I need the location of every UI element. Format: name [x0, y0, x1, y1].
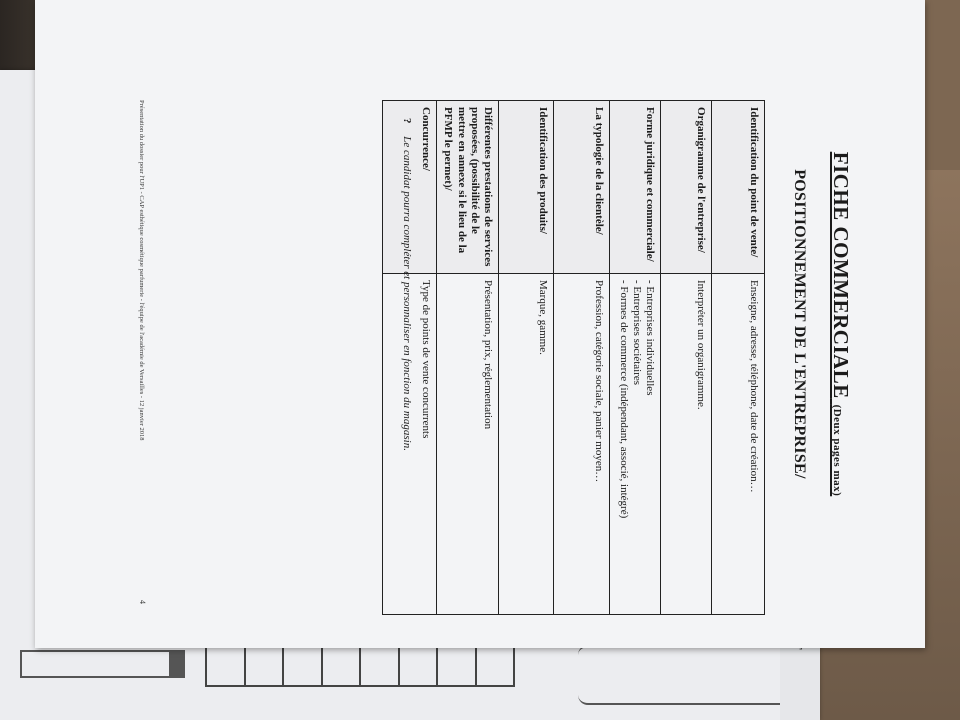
underlying-sheet-bar	[20, 650, 185, 678]
row-description	[499, 274, 554, 615]
underlying-grid-cell	[438, 647, 477, 685]
row-label: Identification des produits/	[499, 101, 554, 274]
description-line: Interpréter un organigramme.	[695, 280, 707, 410]
row-label: Forme juridique et commerciale/	[610, 101, 661, 274]
description-line: Marque, gamme.	[537, 280, 549, 355]
description-line: Présentation, prix, réglementation	[482, 280, 494, 430]
page-number: 4	[138, 600, 147, 604]
underlying-grid-cell	[323, 647, 362, 685]
page-content	[35, 0, 925, 648]
underlying-grid-cell	[400, 647, 439, 685]
positioning-table	[382, 100, 765, 615]
page-footer: Présentation du dossier pour l'UP1 - CAP esthétique cosmétique parfumerie - l'équipe de l'académie de Versailles - 12 janvier 2018	[138, 100, 145, 441]
underlying-grid-cell	[284, 647, 323, 685]
table-row	[661, 101, 712, 615]
row-label: Identification du point de vente/	[712, 101, 765, 274]
row-label: Concurrence/	[383, 101, 437, 274]
table-row	[499, 101, 554, 615]
page-title-note: (Deux pages max)	[831, 404, 843, 497]
underlying-grid-cell	[477, 647, 514, 685]
underlying-sheet-grid	[205, 645, 515, 687]
underlying-sheet-box	[578, 645, 798, 705]
description-line: - Entreprises sociétaires	[630, 280, 643, 386]
description-line: - Entreprises individuelles	[644, 280, 656, 396]
description-line: Type de points de vente concurrents	[420, 280, 433, 439]
page-title	[828, 0, 853, 648]
underlying-grid-cell	[207, 647, 246, 685]
document-page	[35, 0, 925, 648]
row-description	[610, 274, 661, 615]
description-line: Enseigne, adresse, téléphone, date de création…	[748, 280, 760, 493]
table-row	[437, 101, 499, 615]
table-row	[610, 101, 661, 615]
description-line: - Formes de commerce (indépendant, associé, intégré)	[617, 280, 630, 519]
row-label: Différentes prestations de services proposées, (possibilité de le mettre en annexe si le lieu de la PFMP le permet)/	[437, 101, 499, 274]
description-line: Profession, catégorie sociale, panier moyen…	[593, 280, 605, 483]
row-description	[437, 274, 499, 615]
row-label: Organigramme de l'entreprise/	[661, 101, 712, 274]
note-symbol: ?	[401, 118, 413, 124]
row-description	[554, 274, 610, 615]
page-title-text: FICHE COMMERCIALE	[829, 151, 853, 399]
section-subtitle: POSITIONNEMENT DE L'ENTREPRISE/	[791, 169, 808, 479]
table-row	[712, 101, 765, 615]
row-label: La typologie de la clientèle/	[554, 101, 610, 274]
underlying-grid-cell	[246, 647, 285, 685]
candidate-note	[401, 118, 413, 598]
note-text: Le candidat pourra compléter et personnaliser en fonction du magasin.	[401, 136, 413, 451]
row-description	[712, 274, 765, 615]
table-row	[554, 101, 610, 615]
underlying-grid-cell	[361, 647, 400, 685]
underlying-bar-fill	[169, 652, 183, 676]
row-description	[661, 274, 712, 615]
